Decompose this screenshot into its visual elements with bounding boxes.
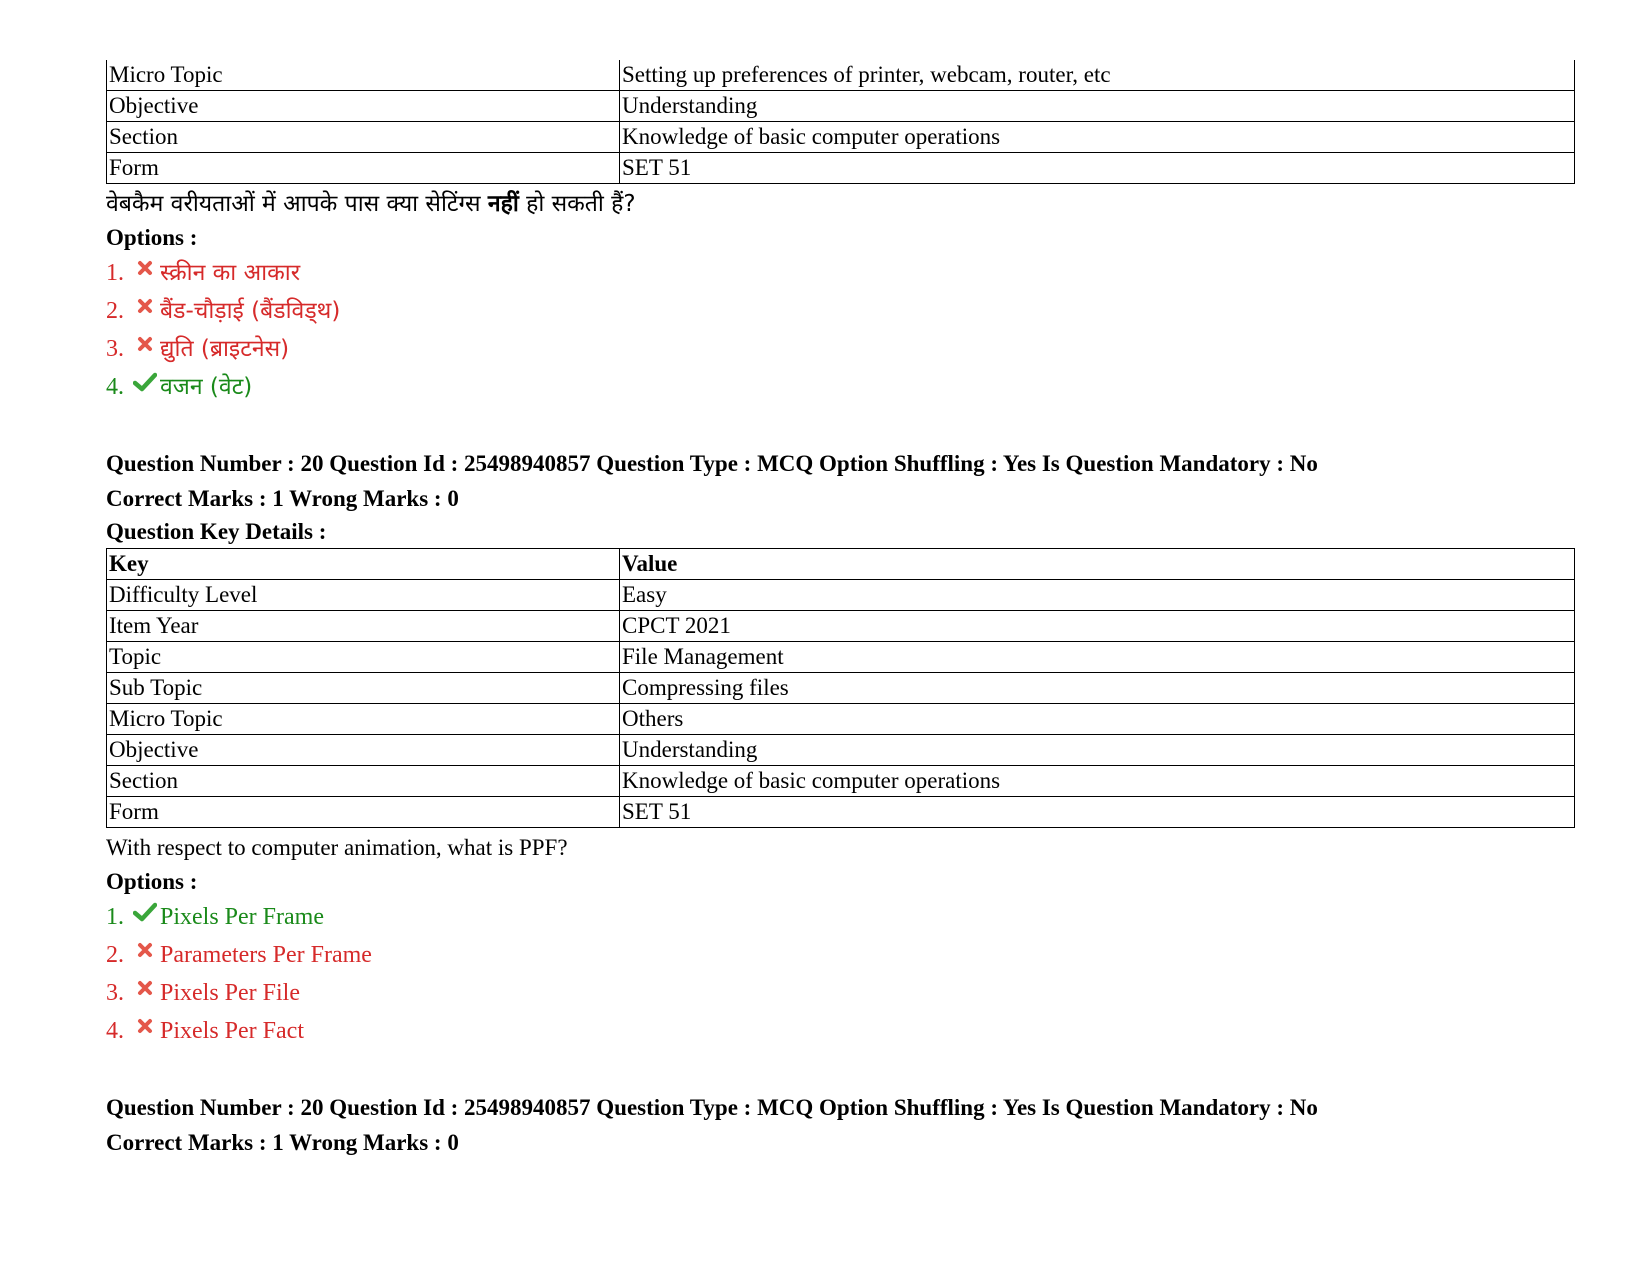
table-row: [107, 60, 1575, 91]
option-text: Pixels Per Fact: [160, 1018, 304, 1044]
option-number: 3.: [106, 980, 124, 1006]
option-text: Pixels Per Frame: [160, 904, 324, 930]
document-page: [106, 60, 1576, 1160]
value-cell: Knowledge of basic computer operations: [620, 122, 1575, 153]
option-item: [106, 974, 1576, 1012]
value-cell: Knowledge of basic computer operations: [620, 766, 1575, 797]
option-text: द्युति (ब्राइटनेस): [160, 336, 290, 362]
check-icon: [130, 372, 160, 392]
table-row: [107, 611, 1575, 642]
header-value-cell: Value: [620, 549, 1575, 580]
value-cell: SET 51: [620, 797, 1575, 828]
table-row: [107, 153, 1575, 184]
table-row: [107, 673, 1575, 704]
option-number: 1.: [106, 260, 124, 286]
value-cell: Setting up preferences of printer, webcam, router, etc: [620, 60, 1575, 91]
question-emphasis: नहीं: [487, 191, 519, 217]
option-text: बैंड-चौड़ाई (बैंडविड्थ): [160, 298, 341, 324]
option-item: [106, 368, 1576, 406]
key-cell: Topic: [107, 642, 620, 673]
key-cell: Sub Topic: [107, 673, 620, 704]
question-part: हो सकती हैं?: [518, 191, 636, 217]
question-key-table-2: [106, 548, 1575, 828]
key-cell: Objective: [107, 91, 620, 122]
option-item: [106, 330, 1576, 368]
cross-icon: [130, 942, 160, 958]
option-number: 4.: [106, 374, 124, 400]
option-number: 2.: [106, 942, 124, 968]
option-text: स्क्रीन का आकार: [160, 260, 301, 286]
table-row: [107, 91, 1575, 122]
question-key-table-1: [106, 60, 1575, 184]
option-text: Pixels Per File: [160, 980, 301, 1006]
value-cell: Compressing files: [620, 673, 1575, 704]
check-icon: [130, 902, 160, 922]
value-cell: Easy: [620, 580, 1575, 611]
question-meta-line: Question Number : 20 Question Id : 25498940857 Question Type : MCQ Option Shuffling : Yes Is Question Mandatory : No: [106, 451, 1318, 476]
value-cell: Others: [620, 704, 1575, 735]
table-row: [107, 122, 1575, 153]
option-item: [106, 1012, 1576, 1050]
key-cell: Objective: [107, 735, 620, 766]
value-cell: CPCT 2021: [620, 611, 1575, 642]
cross-icon: [130, 298, 160, 314]
spacer: [106, 1050, 1576, 1090]
key-cell: Form: [107, 153, 620, 184]
cross-icon: [130, 1018, 160, 1034]
option-item: [106, 292, 1576, 330]
question-text: With respect to computer animation, what is PPF?: [106, 835, 568, 860]
key-cell: Section: [107, 766, 620, 797]
cross-icon: [130, 260, 160, 276]
question-meta-line: Question Number : 20 Question Id : 25498940857 Question Type : MCQ Option Shuffling : Yes Is Question Mandatory : No: [106, 1095, 1318, 1120]
option-number: 4.: [106, 1018, 124, 1044]
question-text-hindi: [106, 188, 1576, 220]
option-text: Parameters Per Frame: [160, 942, 372, 968]
option-number: 1.: [106, 904, 124, 930]
key-cell: Item Year: [107, 611, 620, 642]
table-row: [107, 642, 1575, 673]
options-label: Options :: [106, 869, 198, 894]
option-item: [106, 254, 1576, 292]
key-cell: Difficulty Level: [107, 580, 620, 611]
key-cell: Form: [107, 797, 620, 828]
option-item: [106, 898, 1576, 936]
cross-icon: [130, 336, 160, 352]
table-row: [107, 704, 1575, 735]
key-details-label: Question Key Details :: [106, 519, 327, 544]
question-marks-line: Correct Marks : 1 Wrong Marks : 0: [106, 1130, 459, 1155]
cross-icon: [130, 980, 160, 996]
key-cell: Section: [107, 122, 620, 153]
table-row: [107, 735, 1575, 766]
value-cell: Understanding: [620, 735, 1575, 766]
option-number: 2.: [106, 298, 124, 324]
option-number: 3.: [106, 336, 124, 362]
value-cell: File Management: [620, 642, 1575, 673]
value-cell: SET 51: [620, 153, 1575, 184]
spacer: [106, 406, 1576, 446]
question-marks-line: Correct Marks : 1 Wrong Marks : 0: [106, 486, 459, 511]
table-row: [107, 797, 1575, 828]
question-part: वेबकैम वरीयताओं में आपके पास क्या सेटिंग्स: [106, 191, 488, 217]
options-label: Options :: [106, 225, 198, 250]
option-text: वजन (वेट): [160, 374, 253, 400]
value-cell: Understanding: [620, 91, 1575, 122]
key-cell: Micro Topic: [107, 704, 620, 735]
table-row: [107, 580, 1575, 611]
key-cell: Micro Topic: [107, 60, 620, 91]
table-row: [107, 766, 1575, 797]
option-item: [106, 936, 1576, 974]
header-key-cell: Key: [107, 549, 620, 580]
table-header-row: [107, 549, 1575, 580]
